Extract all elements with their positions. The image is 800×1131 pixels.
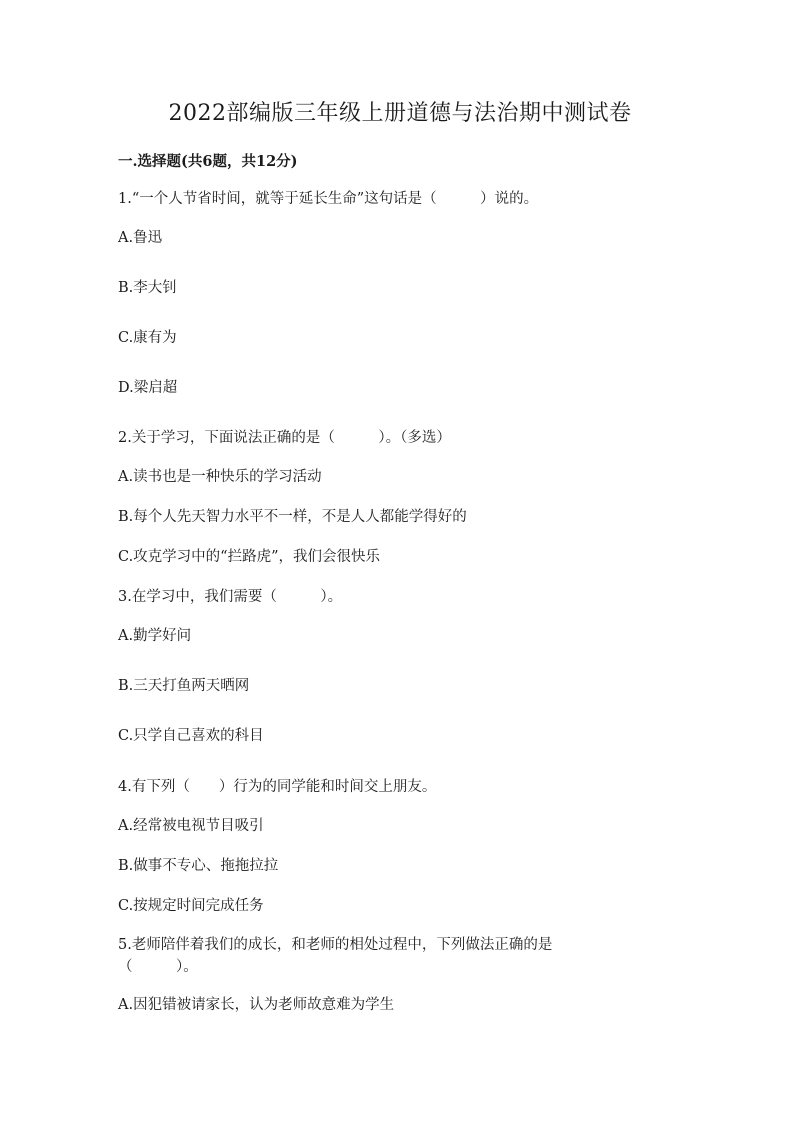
section-heading: 一.选择题(共6题，共12分) (118, 153, 298, 170)
question-2-option-a: A.读书也是一种快乐的学习活动 (118, 469, 322, 485)
question-1-option-a: A.鲁迅 (118, 230, 163, 246)
question-4-option-c: C.按规定时间完成任务 (118, 898, 264, 914)
question-1-stem: 1.“一个人节省时间，就等于延长生命”这句话是（ ）说的。 (118, 191, 539, 207)
page-title: 2022部编版三年级上册道德与法治期中测试卷 (168, 101, 632, 126)
question-4-option-b: B.做事不专心、拖拖拉拉 (118, 858, 279, 874)
question-2-stem: 2.关于学习，下面说法正确的是（ ）。（多选） (118, 430, 451, 446)
question-5-stem: 5.老师陪伴着我们的成长，和老师的相处过程中，下列做法正确的是（ ）。 (118, 937, 553, 975)
question-3-stem: 3.在学习中，我们需要（ ）。 (118, 589, 343, 605)
question-3-option-a: A.勤学好问 (118, 628, 192, 644)
question-3-option-c: C.只学自己喜欢的科目 (118, 728, 264, 744)
question-5-option-a: A.因犯错被请家长，认为老师故意难为学生 (118, 997, 395, 1013)
question-4-stem: 4.有下列（ ）行为的同学能和时间交上朋友。 (118, 779, 437, 795)
question-3-option-b: B.三天打鱼两天晒网 (118, 678, 250, 694)
question-1-option-c: C.康有为 (118, 330, 177, 346)
question-1-option-d: D.梁启超 (118, 380, 178, 396)
question-1-option-b: B.李大钊 (118, 280, 177, 296)
question-2-option-c: C.攻克学习中的“拦路虎”，我们会很快乐 (118, 549, 381, 565)
question-4-option-a: A.经常被电视节目吸引 (118, 818, 264, 834)
question-2-option-b: B.每个人先天智力水平不一样，不是人人都能学得好的 (118, 509, 467, 525)
